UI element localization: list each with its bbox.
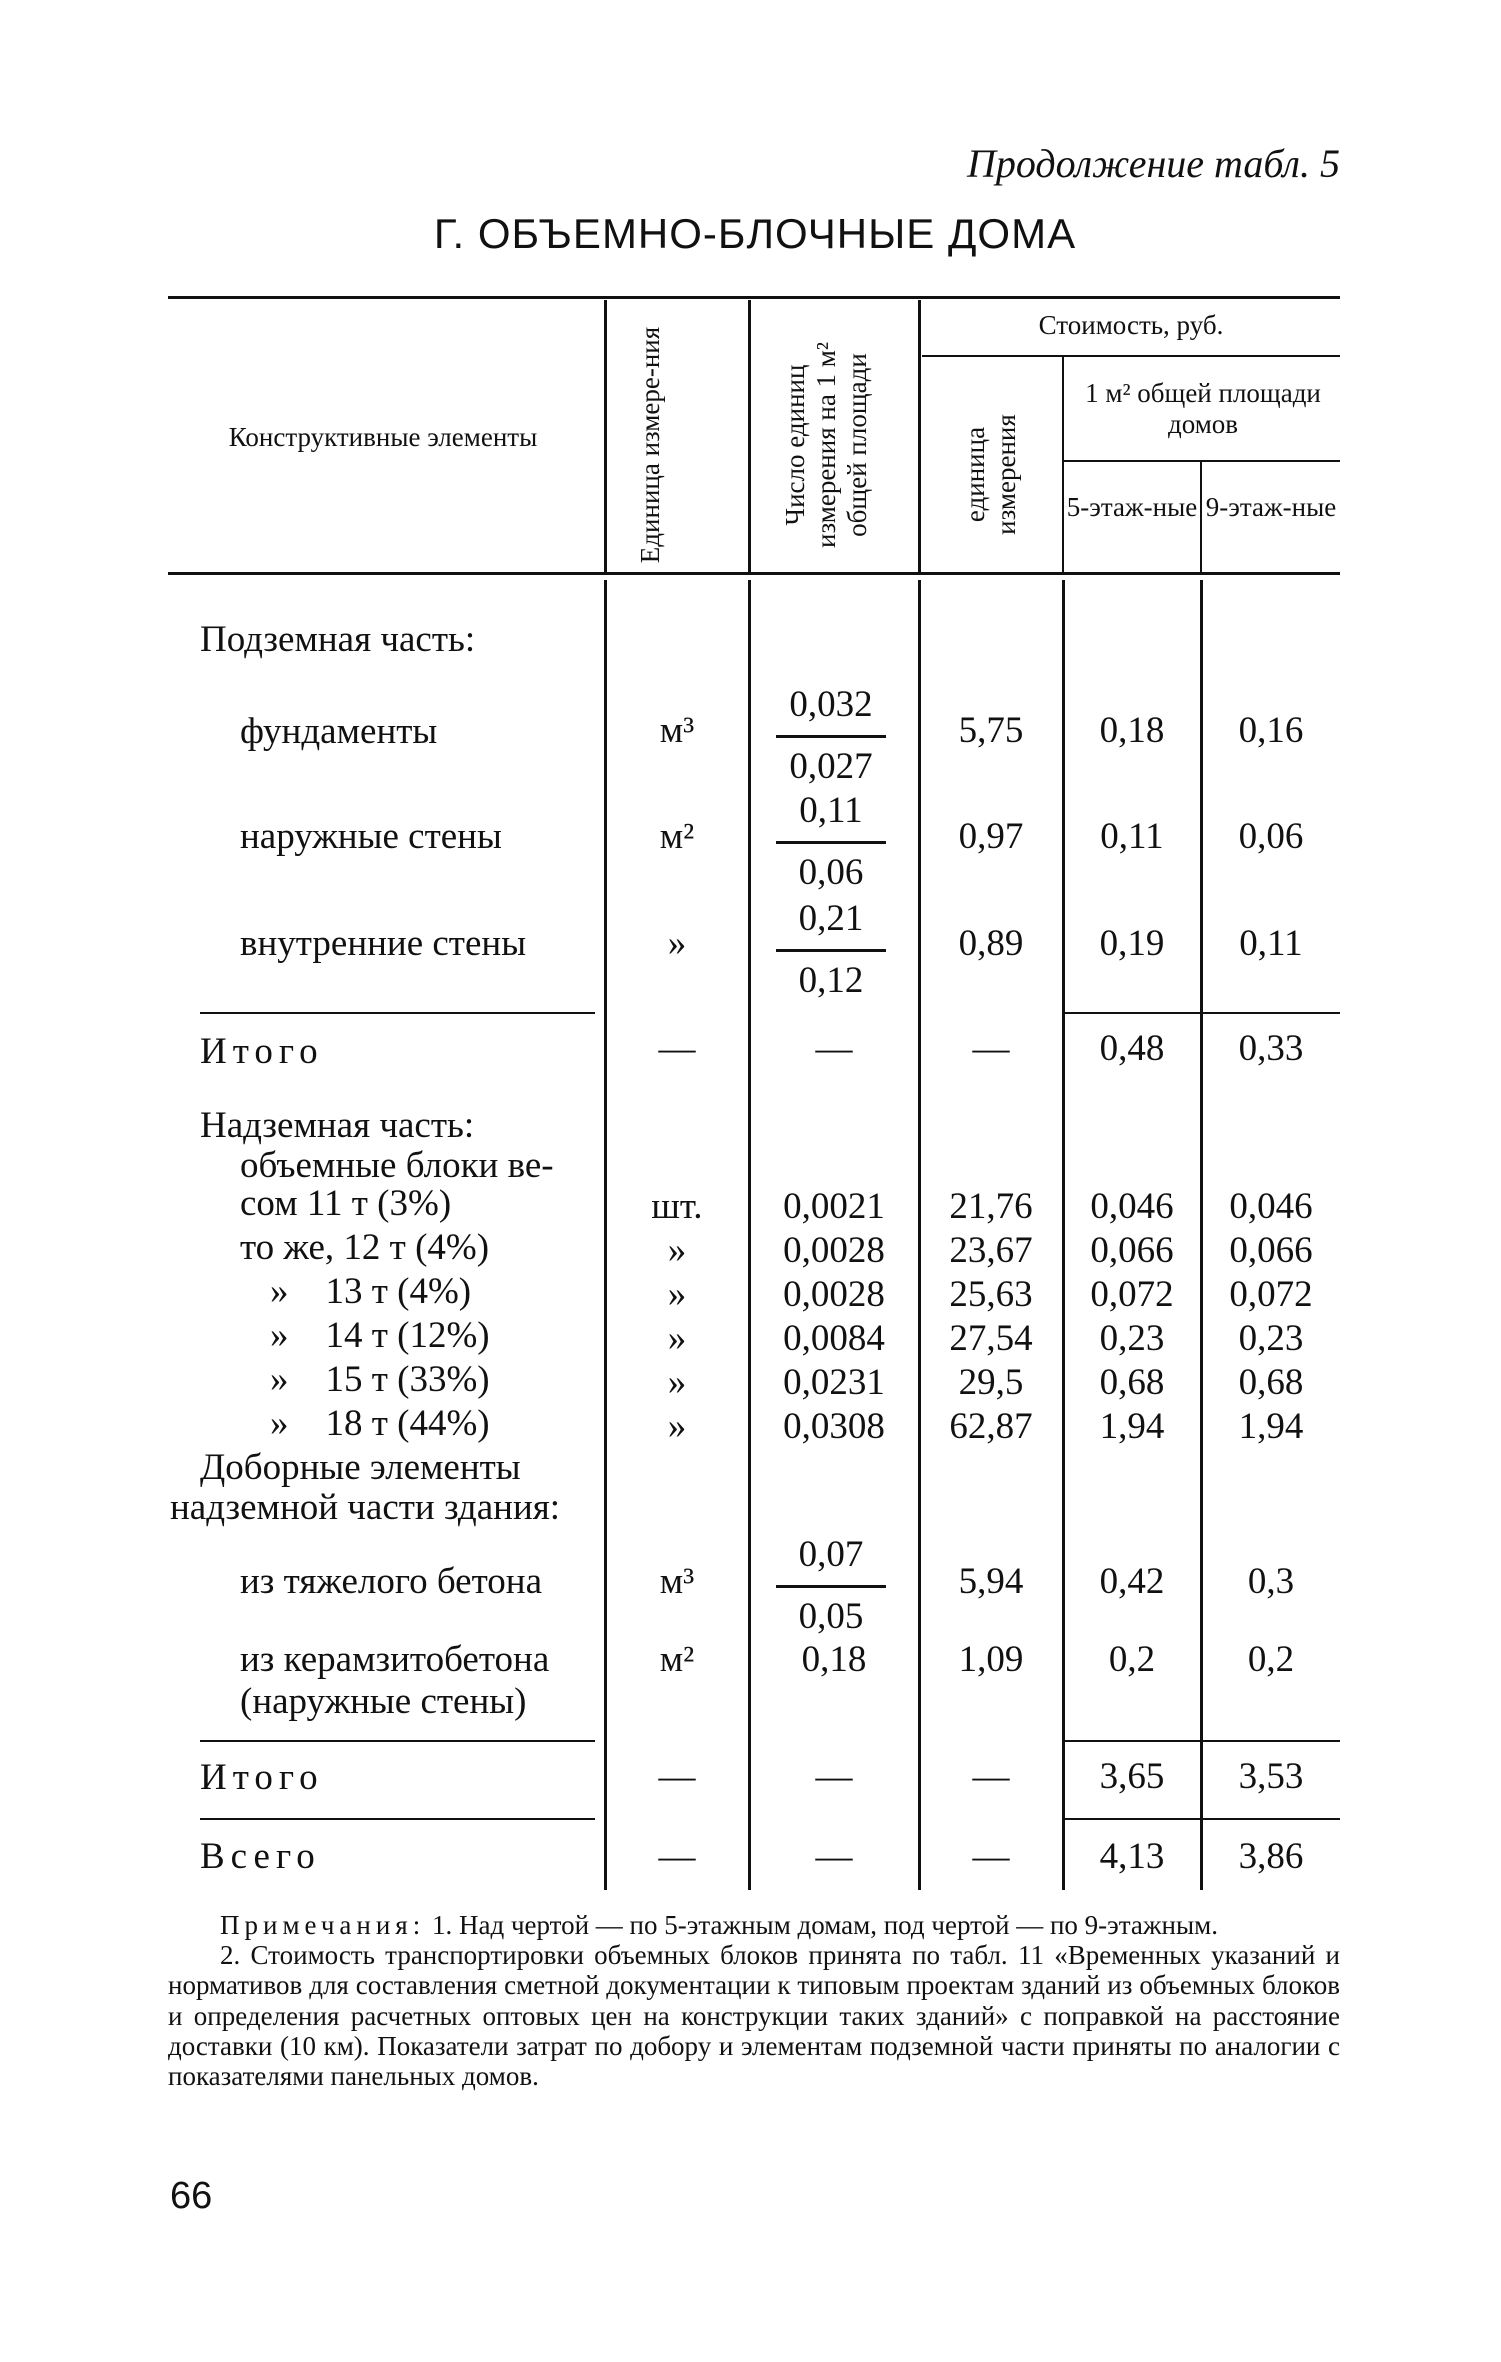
row-nine: 0,06: [1238, 816, 1304, 857]
fraction-top: 0,032: [789, 684, 873, 725]
grand-unit: —: [658, 1836, 696, 1877]
row-unit: »: [667, 1406, 687, 1447]
row-cost: 5,75: [958, 710, 1024, 751]
row-count: 0,0308: [783, 1406, 885, 1447]
total-count: —: [815, 1756, 853, 1797]
row-fraction: [776, 900, 886, 999]
total-nine: 0,33: [1238, 1028, 1304, 1069]
additional-heading-1: Доборные элементы: [200, 1447, 521, 1488]
total-unit: —: [658, 1028, 696, 1069]
row-unit: »: [667, 1230, 687, 1271]
row-five: 0,046: [1090, 1186, 1174, 1227]
header-bottom-rule: [168, 572, 1340, 575]
page-number: 66: [170, 2175, 213, 2217]
row-nine: 0,68: [1238, 1362, 1304, 1403]
row-count: 0,0231: [783, 1362, 885, 1403]
grand-count: —: [815, 1836, 853, 1877]
row-unit: »: [667, 923, 687, 964]
row-label: » 18 т (44%): [270, 1403, 490, 1444]
row-cost: 0,97: [958, 816, 1024, 857]
row-nine: 1,94: [1238, 1406, 1304, 1447]
row-five: 0,23: [1099, 1318, 1165, 1359]
grand-nine: 3,86: [1238, 1836, 1304, 1877]
notes-label: Примечания:: [220, 1910, 426, 1940]
total-unit: —: [658, 1756, 696, 1797]
row-nine: 0,16: [1238, 710, 1304, 751]
subtotal-rule-right: [1062, 1012, 1340, 1014]
row-unit: м³: [659, 710, 695, 751]
row-five: 0,68: [1099, 1362, 1165, 1403]
total-count: —: [815, 1028, 853, 1069]
header-top-rule: [168, 296, 1340, 299]
additional-heading-2: надземной части здания:: [170, 1487, 561, 1528]
total-five: 0,48: [1099, 1028, 1165, 1069]
row-label: из тяжелого бетона: [240, 1561, 542, 1602]
row-unit: м²: [659, 816, 695, 857]
row-unit: шт.: [651, 1186, 703, 1227]
subtotal-rule: [200, 1740, 595, 1742]
total-label: Итого: [200, 1031, 324, 1072]
fraction-bottom: 0,05: [798, 1596, 864, 1637]
header-vline-2: [748, 300, 751, 572]
row-nine: 0,3: [1247, 1561, 1295, 1602]
row-label: то же, 12 т (4%): [240, 1227, 490, 1268]
total-cost: —: [972, 1756, 1010, 1797]
row-unit: »: [667, 1362, 687, 1403]
row-unit: м²: [659, 1639, 695, 1680]
aboveground-line1: объемные блоки ве-: [240, 1145, 554, 1186]
row-five: 0,19: [1099, 923, 1165, 964]
row-cost: 62,87: [949, 1406, 1033, 1447]
total-cost: —: [972, 1028, 1010, 1069]
row-cost: 29,5: [958, 1362, 1024, 1403]
subtotal-rule: [200, 1012, 595, 1014]
header-nine-storey: 9-этаж-ные: [1205, 492, 1337, 522]
row-five: 0,2: [1108, 1639, 1156, 1680]
underground-heading: Подземная часть:: [200, 619, 476, 660]
row-nine: 0,2: [1247, 1639, 1295, 1680]
grand-rule-right: [1062, 1818, 1340, 1820]
subtotal-rule-right: [1062, 1740, 1340, 1742]
row-count: 0,0021: [783, 1186, 885, 1227]
row-count: 0,0028: [783, 1274, 885, 1315]
row-five: 0,18: [1099, 710, 1165, 751]
row-five: 0,42: [1099, 1561, 1165, 1602]
header-vline-3: [918, 300, 921, 572]
row-unit: »: [667, 1318, 687, 1359]
row-unit: »: [667, 1274, 687, 1315]
row-label: из керамзитобетона: [240, 1639, 550, 1680]
header-count: Число единиц измерения на 1 м² общей площади: [780, 342, 873, 548]
header-cost-unit: единица измерения: [960, 414, 1022, 535]
row-cost: 21,76: [949, 1186, 1033, 1227]
row-cost: 27,54: [949, 1318, 1033, 1359]
row-unit: м³: [659, 1561, 695, 1602]
total-five: 3,65: [1099, 1756, 1165, 1797]
fraction-top: 0,11: [799, 790, 863, 831]
grand-rule: [200, 1818, 595, 1820]
row-five: 0,11: [1100, 816, 1164, 857]
row-nine: 0,11: [1239, 923, 1303, 964]
row-nine: 0,066: [1229, 1230, 1313, 1271]
row-label: » 13 т (4%): [270, 1271, 472, 1312]
total-nine: 3,53: [1238, 1756, 1304, 1797]
row-label: внутренние стены: [240, 923, 527, 964]
row-count: 0,0084: [783, 1318, 885, 1359]
row-count: 0,18: [801, 1639, 867, 1680]
header-cost: Стоимость, руб.: [1038, 310, 1224, 340]
row-nine: 0,23: [1238, 1318, 1304, 1359]
note-1-text: 1. Над чертой — по 5-этажным домам, под чертой — по 9-этажным.: [431, 1910, 1218, 1940]
row-cost: 1,09: [958, 1639, 1024, 1680]
row-count: 0,0028: [783, 1230, 885, 1271]
fraction-bar: [776, 949, 886, 952]
notes: [168, 1910, 1340, 2091]
total-label: Итого: [200, 1757, 324, 1798]
row-five: 0,066: [1090, 1230, 1174, 1271]
note-1: [168, 1910, 1340, 1940]
note-2: 2. Стоимость транспортировки объемных блоков принята по табл. 11 «Временных указаний и нормативов для составления сметной документации к типовым проектам зданий из объемных блоков и определения расчетных оптовых цен на конструкции таких зданий» с поправкой на расстояние доставки (10 км). Показатели затрат по добору и элементам подземной части приняты по аналогии с показателями панельных домов.: [168, 1940, 1340, 2092]
header-vline-1: [604, 300, 607, 572]
header-elements: Конструктивные элементы: [228, 422, 538, 452]
row-nine: 0,072: [1229, 1274, 1313, 1315]
header-vline-4: [1062, 357, 1064, 572]
row-cost: 25,63: [949, 1274, 1033, 1315]
grand-cost: —: [972, 1836, 1010, 1877]
fraction-bottom: 0,027: [789, 746, 873, 787]
continuation-label: Продолжение табл. 5: [966, 141, 1340, 186]
row-fraction: [776, 792, 886, 891]
row-label: наружные стены: [240, 816, 502, 857]
header-unit: Единица измере-ния: [635, 326, 665, 564]
row-five: 0,072: [1090, 1274, 1174, 1315]
row-cost: 0,89: [958, 923, 1024, 964]
grand-five: 4,13: [1099, 1836, 1165, 1877]
row-label: фундаменты: [240, 711, 438, 752]
row-fraction: [776, 686, 886, 785]
fraction-bar: [776, 841, 886, 844]
header-five-storey: 5-этаж-ные: [1066, 492, 1198, 522]
fraction-bar: [776, 735, 886, 738]
row-cost: 5,94: [958, 1561, 1024, 1602]
fraction-bottom: 0,12: [798, 960, 864, 1001]
page-title: Г. ОБЪЕМНО-БЛОЧНЫЕ ДОМА: [433, 210, 1077, 257]
row-label-2: (наружные стены): [240, 1681, 527, 1722]
row-cost: 23,67: [949, 1230, 1033, 1271]
header-cost-rule: [922, 355, 1340, 357]
grand-label: Всего: [200, 1836, 321, 1877]
row-nine: 0,046: [1229, 1186, 1313, 1227]
row-label: » 15 т (33%): [270, 1359, 490, 1400]
fraction-bar: [776, 1585, 886, 1588]
aboveground-heading: Надземная часть:: [200, 1105, 475, 1146]
fraction-bottom: 0,06: [798, 852, 864, 893]
fraction-top: 0,21: [798, 898, 864, 939]
header-per-m2: 1 м² общей площади домов: [1085, 378, 1321, 440]
row-label: сом 11 т (3%): [240, 1183, 452, 1224]
row-label: » 14 т (12%): [270, 1315, 490, 1356]
row-five: 1,94: [1099, 1406, 1165, 1447]
fraction-top: 0,07: [798, 1534, 864, 1575]
row-fraction: [776, 1536, 886, 1635]
